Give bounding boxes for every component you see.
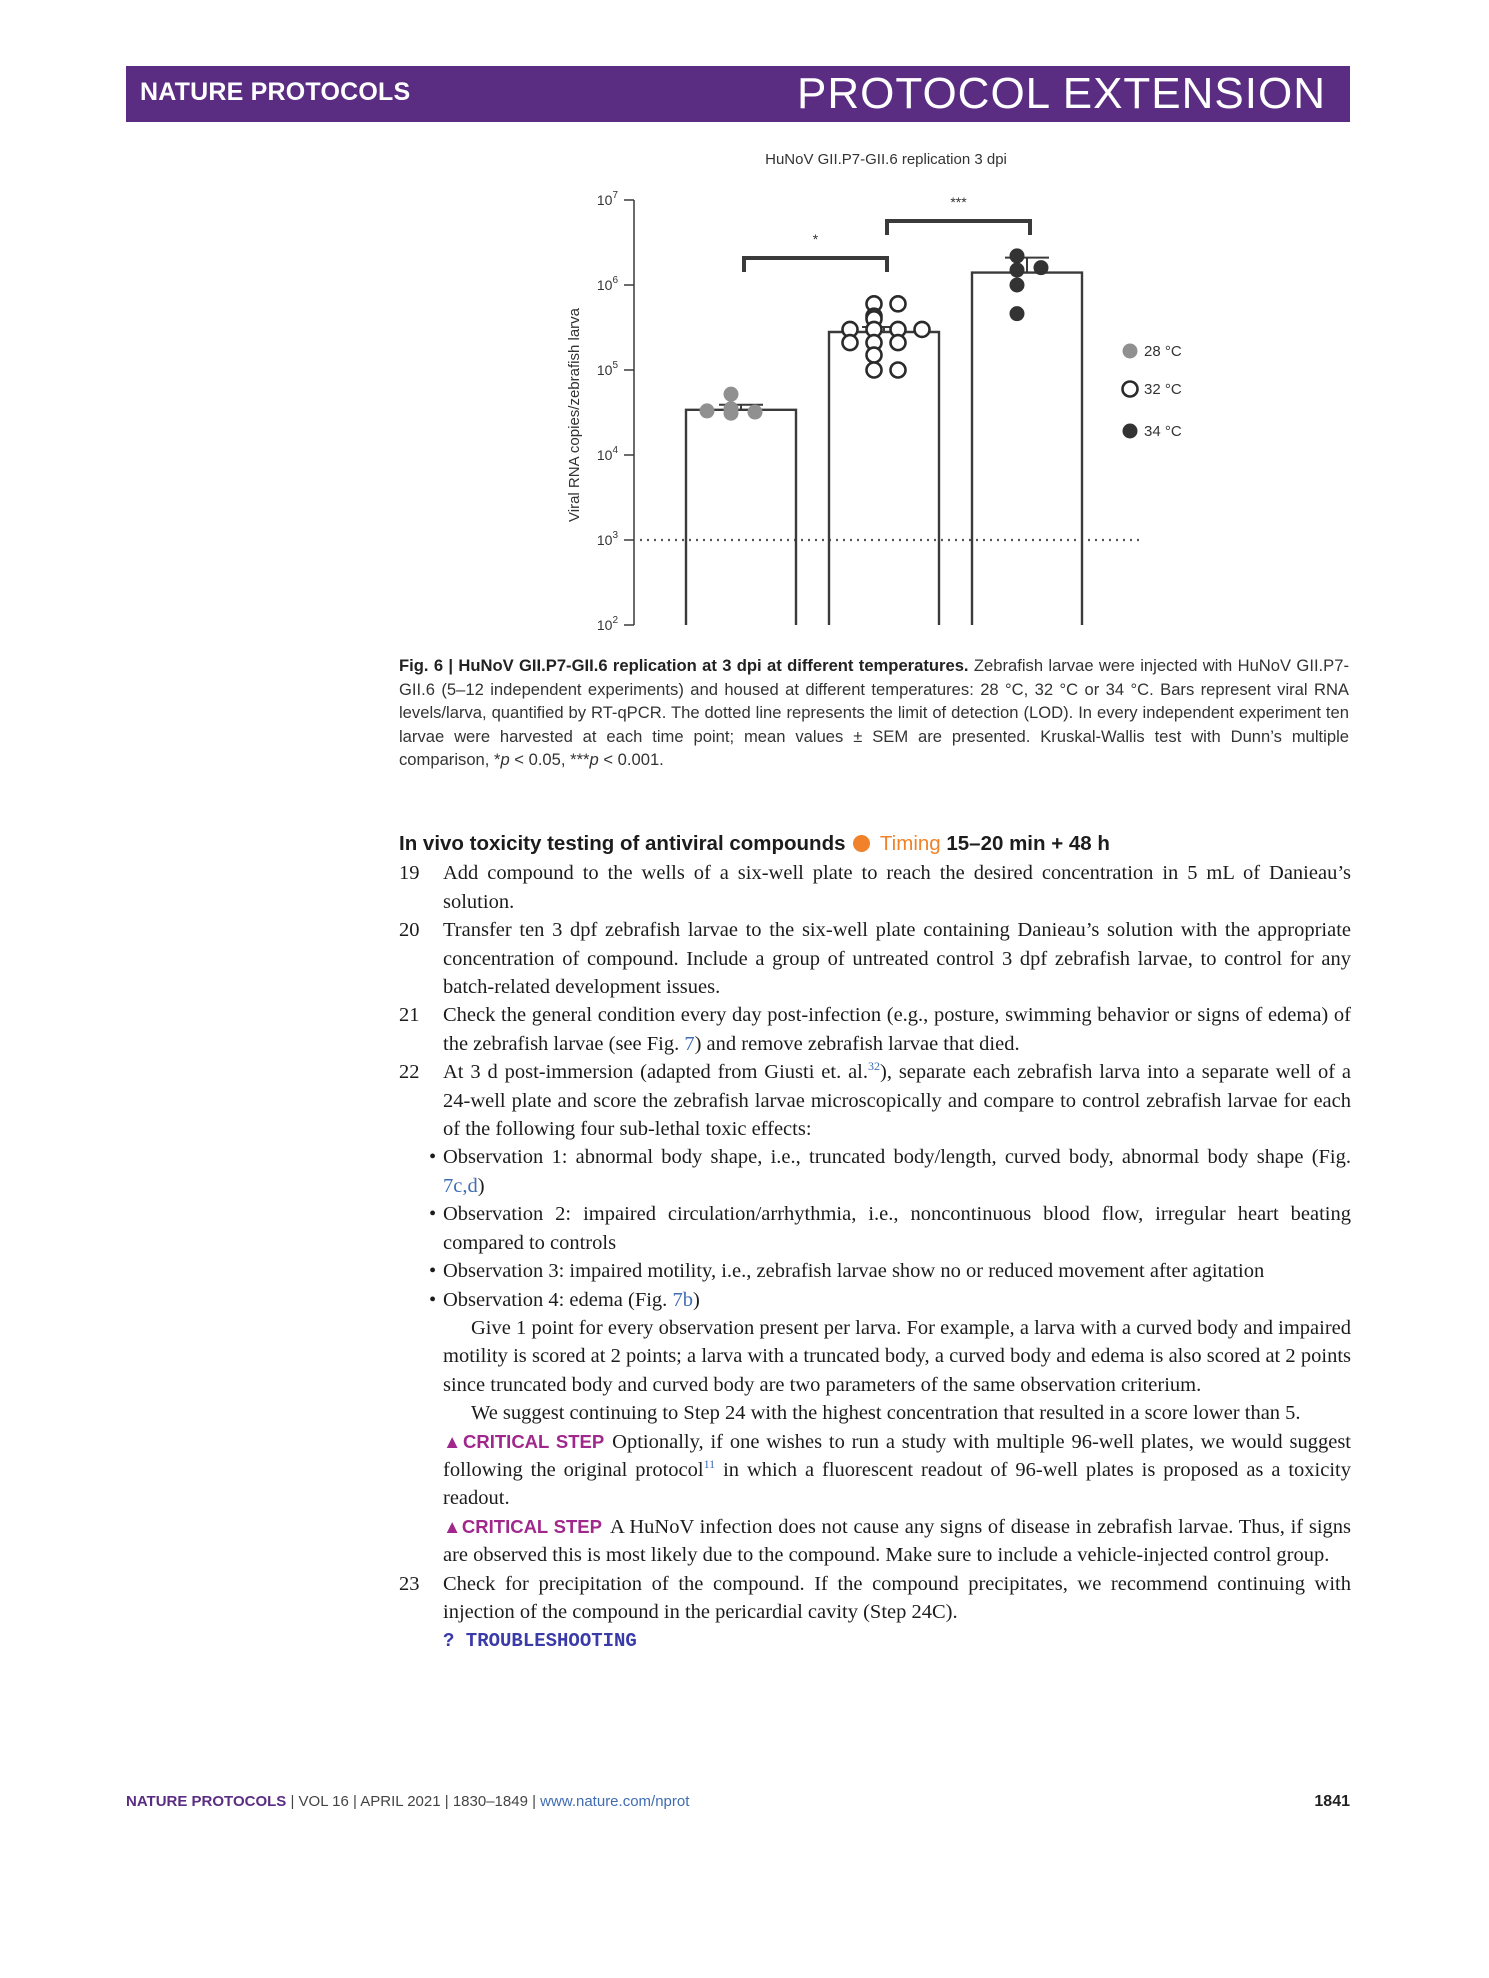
list-item: • Observation 2: impaired circulation/arrhythmia, i.e., noncontinuous blood flow, irregular heart beating compared to controls xyxy=(429,1200,1351,1257)
significance-label: *** xyxy=(950,194,967,210)
data-point xyxy=(915,322,930,337)
figure-6-chart xyxy=(0,0,1489,650)
significance-bracket xyxy=(744,258,887,272)
step-22: 22 At 3 d post-immersion (adapted from Giusti et. al.$^{32}$), separate each zebrafish larva into a separate well of a 24-well plate and score the zebrafish larvae microscopically and compare to control zebrafish larvae for each of the following four sub-lethal toxic effects: xyxy=(399,1059,1352,1141)
data-point xyxy=(724,387,739,402)
legend-marker xyxy=(1123,344,1138,359)
list-item: • Observation 1: abnormal body shape, i.e., truncated body/length, curved body, abnormal body shape (Fig. 7c,d) xyxy=(429,1143,1351,1200)
suggestion-paragraph: We suggest continuing to Step 24 with the highest concentration that resulted in a score lower than 5. xyxy=(471,1402,1301,1425)
troubleshooting xyxy=(399,1626,1351,1655)
list-item: • Observation 3: impaired motility, i.e., zebrafish larvae show no or reduced movement after agitation xyxy=(429,1257,1351,1285)
legend-marker xyxy=(1123,424,1138,439)
y-tick-label: $10^5$ xyxy=(596,360,618,378)
data-point xyxy=(1010,248,1025,263)
y-tick-label: $10^2$ xyxy=(596,615,618,633)
y-tick-label: $10^7$ xyxy=(596,190,618,208)
troubleshooting-link[interactable]: ? TROUBLESHOOTING xyxy=(443,1630,637,1653)
data-point xyxy=(891,296,906,311)
scoring-paragraph: Give 1 point for every observation present per larva. For example, a larva with a curved body and impaired motility is scored at 2 points; a larva with a truncated body, a curved body and edema is also scored at 2 points since truncated body and curved body are two parameters of the same observation criterium. xyxy=(443,1316,1351,1396)
bar xyxy=(686,410,796,625)
caption-label: Fig. 6 | HuNoV GII.P7-GII.6 replication at 3 dpi at different temperatures. xyxy=(399,656,969,675)
bar xyxy=(829,332,939,625)
data-point xyxy=(867,348,882,363)
ref-11-link[interactable]: 11 xyxy=(703,1457,716,1472)
timing-value: 15–20 min + 48 h xyxy=(946,832,1110,855)
timing-label: Timing xyxy=(879,832,941,855)
legend-label: 28 °C xyxy=(1144,343,1182,360)
data-point xyxy=(700,403,715,418)
data-point xyxy=(1010,278,1025,293)
list-item: • Observation 4: edema (Fig. 7b) xyxy=(429,1286,1351,1314)
section-heading: In vivo toxicity testing of antiviral compounds Timing 15–20 min + 48 h xyxy=(399,832,1110,855)
fig-7cd-link[interactable]: 7c,d xyxy=(443,1174,478,1197)
critical-step-1: ▲CRITICAL STEP Optionally, if one wishes to run a study with multiple 96-well plates, we would suggest following the original protocol$^{11}$ in which a fluorescent readout of 96-well plates is proposed as a toxicity readout. xyxy=(443,1430,1351,1510)
observation-list xyxy=(399,1143,1351,1569)
critical-step-2: ▲CRITICAL STEP A HuNoV infection does not cause any signs of disease in zebrafish larvae. Thus, if signs are observed this is most likely due to the compound. Make sure to include a vehicle-injected control group. xyxy=(443,1515,1351,1567)
step-23: 23 Check for precipitation of the compound. If the compound precipitates, we recommend continuing with injection of the compound in the pericardial cavity (Step 24C). xyxy=(399,1572,1351,1623)
data-point xyxy=(891,335,906,350)
y-axis-label: Viral RNA copies/zebrafish larva xyxy=(566,308,583,522)
y-tick-label: $10^4$ xyxy=(596,445,618,463)
data-point xyxy=(724,401,739,416)
data-point xyxy=(843,335,858,350)
step-20: 20 Transfer ten 3 dpf zebrafish larvae to the six-well plate containing Danieau’s solution with the appropriate concentration of compound. Include a group of untreated control 3 dpf zebrafish larvae, to control for any batch-related development issues. xyxy=(399,919,1351,999)
data-point xyxy=(891,363,906,378)
chart-title: HuNoV GII.P7-GII.6 replication 3 dpi xyxy=(765,151,1007,168)
legend-label: 34 °C xyxy=(1144,423,1182,440)
timing-dot-icon xyxy=(853,835,870,852)
fig-7b-link[interactable]: 7b xyxy=(672,1288,693,1311)
protocol-body xyxy=(399,830,1351,1656)
footer-journal: NATURE PROTOCOLS xyxy=(126,1793,287,1810)
fig-7-link[interactable]: 7 xyxy=(684,1032,695,1055)
caption-text: Zebrafish larvae were injected with HuNoV GII.P7-GII.6 (5–12 independent experiments) and housed at different temperatures: 28 °C, 32 °C or 34 °C. Bars represent viral RNA levels/larva, quantified by RT-qPCR. The dotted line represents the limit of detection (LOD). In every independent experiment ten larvae were harvested at each time point; mean values ± SEM are presented. Kruskal-Wallis test with Dunn’s multiple comparison, * xyxy=(399,656,1349,769)
section-title: PROTOCOL EXTENSION xyxy=(797,69,1326,118)
figure-caption: Fig. 6 | HuNoV GII.P7-GII.6 replication at 3 dpi at different temperatures. Zebrafish larvae were injected with HuNoV GII.P7-GII.6 (5–12 independent experiments) and housed at different temperatures: 28 °C, 32 °C or 34 °C. Bars represent viral RNA levels/larva, quantified by RT-qPCR. The dotted line represents the limit of detection (LOD). In every independent experiment ten larvae were harvested at each time point; mean values ± SEM are presented. Kruskal-Wallis test with Dunn’s multiple comparison, *p < 0.05, ***p < 0.001. xyxy=(399,656,1349,769)
journal-title: NATURE PROTOCOLS xyxy=(140,78,411,106)
page-footer: NATURE PROTOCOLS | VOL 16 | APRIL 2021 | 1830–1849 | www.nature.com/nprot 1841 xyxy=(126,1793,1350,1810)
data-point xyxy=(748,405,763,420)
page-number: 1841 xyxy=(1314,1793,1350,1810)
y-tick-label: $10^3$ xyxy=(596,530,618,548)
legend-label: 32 °C xyxy=(1144,381,1182,398)
bar xyxy=(972,273,1082,625)
data-point xyxy=(1034,260,1049,275)
y-tick-label: $10^6$ xyxy=(596,275,618,293)
data-point xyxy=(1010,263,1025,278)
step-21: 21 Check the general condition every day post-infection (e.g., posture, swimming behavior or signs of edema) of the zebrafish larvae (see Fig. 7) and remove zebrafish larvae that died. xyxy=(399,1004,1351,1055)
ref-32-link[interactable]: 32 xyxy=(868,1059,880,1074)
significance-label: * xyxy=(812,231,819,247)
legend-marker xyxy=(1123,382,1138,397)
step-19: 19 Add compound to the wells of a six-well plate to reach the desired concentration in 5 mL of Danieau’s solution. xyxy=(399,862,1351,913)
data-point xyxy=(1010,306,1025,321)
journal-url-link[interactable]: www.nature.com/nprot xyxy=(540,1793,690,1810)
significance-bracket xyxy=(887,221,1030,235)
data-point xyxy=(867,363,882,378)
